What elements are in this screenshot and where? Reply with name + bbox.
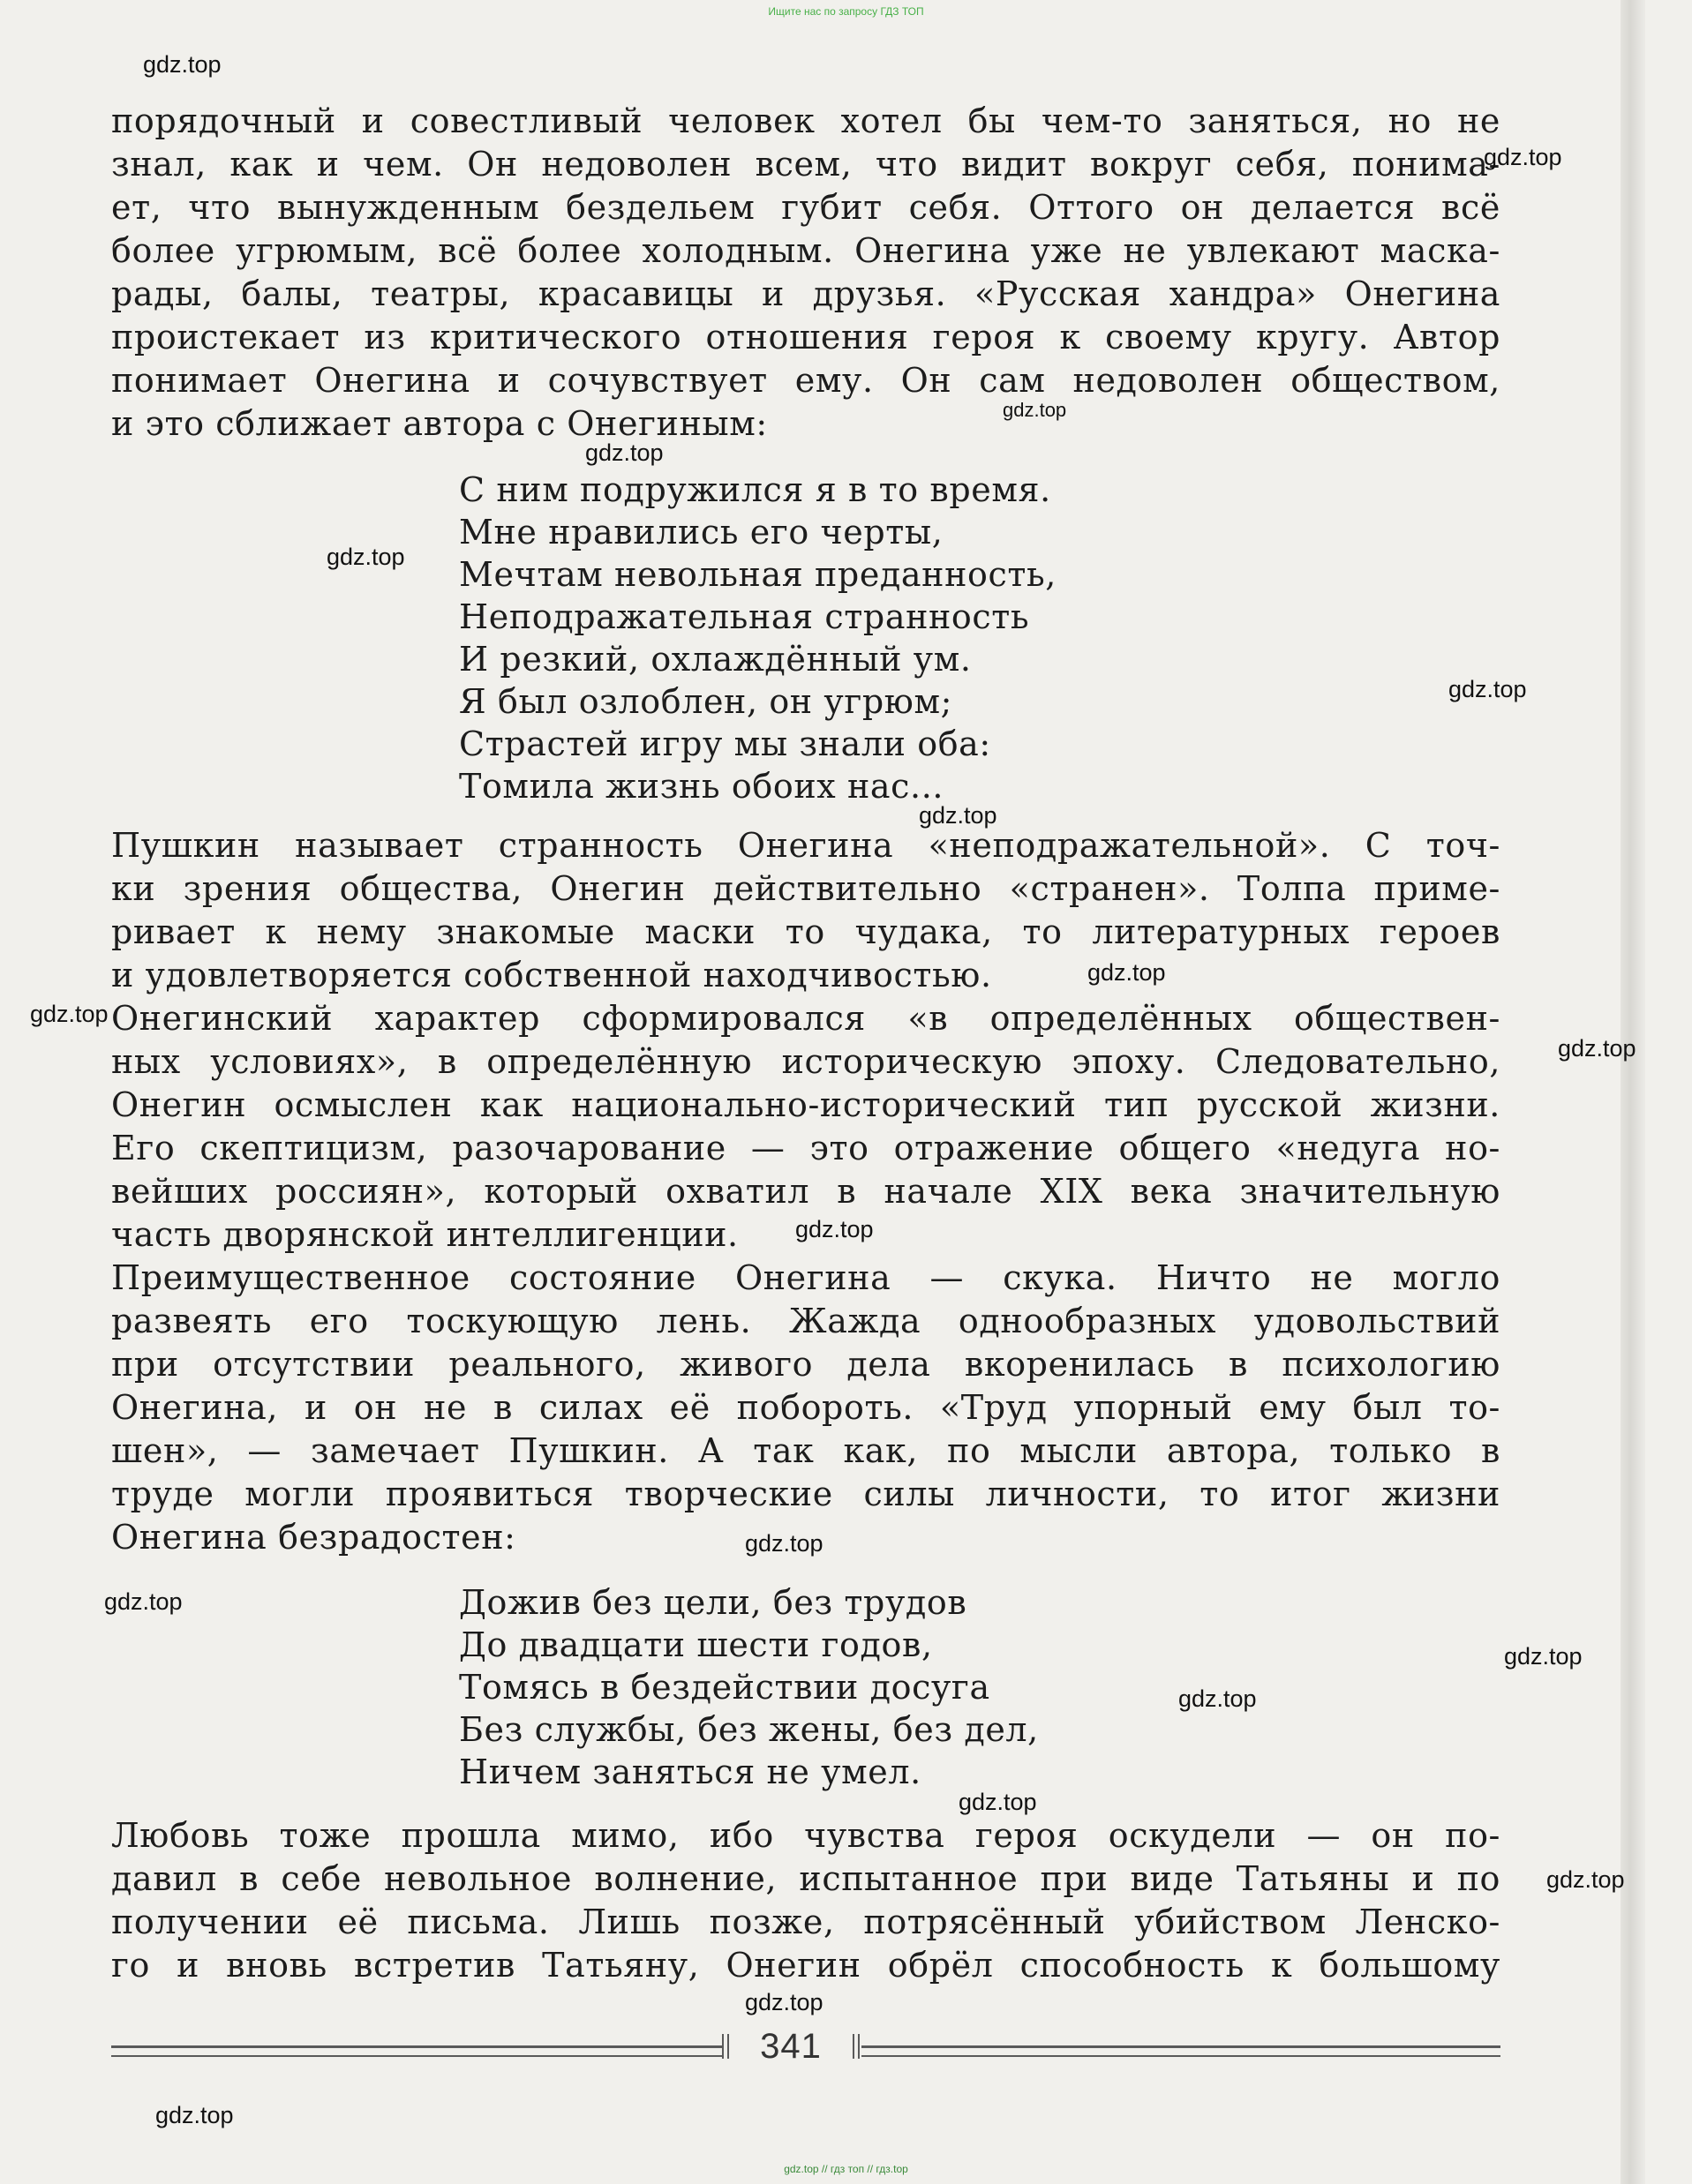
verse-line: Дожив без цели, без трудов: [459, 1583, 967, 1622]
watermark: gdz.top: [327, 544, 405, 570]
footer-rule-left: [111, 2045, 722, 2057]
text-line: го и вновь встретив Татьяну, Онегин обрёл способность к большому: [111, 1946, 1500, 1985]
text-line: ных условиях», в определённую историческую эпоху. Следовательно,: [111, 1042, 1500, 1081]
text-line: и удовлетворяется собственной находчивостью.: [111, 956, 992, 994]
watermark: gdz.top: [1448, 676, 1527, 702]
verse-line: Мне нравились его черты,: [459, 513, 944, 552]
text-line: часть дворянской интеллигенции.: [111, 1215, 739, 1254]
text-line: вейших россиян», который охватил в начале XIX века значительную: [111, 1172, 1500, 1211]
watermark: gdz.top: [1003, 399, 1067, 421]
text-line: ет, что вынужденным бездельем губит себя. Оттого он делается всё: [111, 188, 1500, 227]
text-line: Пушкин называет странность Онегина «неподражательной». С точ-: [111, 826, 1500, 865]
watermark: gdz.top: [1178, 1685, 1257, 1712]
text-line: ривает к нему знакомые маски то чудака, то литературных героев: [111, 912, 1500, 951]
search-note: Ищите нас по запросу ГДЗ ТОП: [768, 5, 924, 18]
watermark: gdz.top: [30, 1001, 109, 1027]
verse-line: Неподражательная странность: [459, 597, 1030, 636]
watermark: gdz.top: [1558, 1035, 1636, 1062]
verse-line: Ничем заняться не умел.: [459, 1752, 921, 1791]
watermark: gdz.top: [745, 1989, 823, 2015]
footer-rule-right: [861, 2045, 1500, 2057]
watermark: gdz.top: [795, 1216, 874, 1242]
watermark: gdz.top: [1484, 144, 1562, 170]
verse-line: Страстей игру мы знали оба:: [459, 724, 991, 763]
verse-line: Я был озлоблен, он угрюм;: [459, 682, 953, 721]
text-line: и это сближает автора с Онегиным:: [111, 404, 768, 443]
text-line: более угрюмым, всё более холодным. Онегина уже не увлекают маска-: [111, 231, 1500, 270]
watermark: gdz.top: [104, 1588, 183, 1615]
verse-line: С ним подружился я в то время.: [459, 470, 1051, 509]
text-line: получении её письма. Лишь позже, потрясённый убийством Ленско-: [111, 1903, 1500, 1941]
footer-note: gdz.top // гдз топ // гдз.top: [784, 2163, 908, 2175]
watermark: gdz.top: [143, 51, 222, 78]
text-line: Его скептицизм, разочарование — это отражение общего «недуга но-: [111, 1129, 1500, 1167]
text-line: Онегинский характер сформировался «в определённых обществен-: [111, 999, 1500, 1038]
verse-line: Томила жизнь обоих нас...: [459, 767, 944, 806]
watermark: gdz.top: [959, 1789, 1037, 1815]
text-line: развеять его тоскующую лень. Жажда однообразных удовольствий: [111, 1302, 1500, 1340]
verse-line: И резкий, охлаждённый ум.: [459, 640, 972, 679]
watermark: gdz.top: [1504, 1643, 1583, 1670]
text-line: понимает Онегина и сочувствует ему. Он сам недоволен обществом,: [111, 361, 1500, 400]
text-line: проистекает из критического отношения героя к своему кругу. Автор: [111, 318, 1500, 356]
watermark: gdz.top: [919, 802, 997, 829]
verse-line: Мечтам невольная преданность,: [459, 555, 1057, 594]
watermark: gdz.top: [1546, 1866, 1625, 1893]
verse-line: До двадцати шести годов,: [459, 1625, 933, 1664]
text-line: порядочный и совестливый человек хотел бы чем-то заняться, но не: [111, 101, 1500, 140]
text-line: Онегина безрадостен:: [111, 1518, 516, 1557]
text-line: Любовь тоже прошла мимо, ибо чувства героя оскудели — он по-: [111, 1816, 1500, 1855]
text-line: при отсутствии реального, живого дела вкоренилась в психологию: [111, 1345, 1500, 1384]
text-line: знал, как и чем. Он недоволен всем, что видит вокруг себя, понима-: [111, 145, 1500, 184]
text-line: Преимущественное состояние Онегина — скука. Ничто не могло: [111, 1258, 1500, 1297]
page-number: 341: [729, 2023, 853, 2069]
watermark: gdz.top: [1087, 959, 1166, 986]
page-edge: [1621, 0, 1645, 2184]
text-line: давил в себе невольное волнение, испытанное при виде Татьяны и по: [111, 1859, 1500, 1898]
verse-line: Без службы, без жены, без дел,: [459, 1710, 1039, 1749]
text-line: шен», — замечает Пушкин. А так как, по мысли автора, только в: [111, 1431, 1500, 1470]
watermark: gdz.top: [155, 2102, 234, 2128]
verse-line: Томясь в бездействии досуга: [459, 1668, 990, 1707]
text-line: ки зрения общества, Онегин действительно «странен». Толпа приме-: [111, 869, 1500, 908]
text-line: рады, балы, театры, красавицы и друзья. «Русская хандра» Онегина: [111, 274, 1500, 313]
text-line: труде могли проявиться творческие силы личности, то итог жизни: [111, 1475, 1500, 1513]
text-line: Онегина, и он не в силах её побороть. «Труд упорный ему был то-: [111, 1388, 1500, 1427]
text-line: Онегин осмыслен как национально-исторический тип русской жизни.: [111, 1085, 1500, 1124]
watermark: gdz.top: [585, 439, 664, 466]
watermark: gdz.top: [745, 1530, 823, 1557]
